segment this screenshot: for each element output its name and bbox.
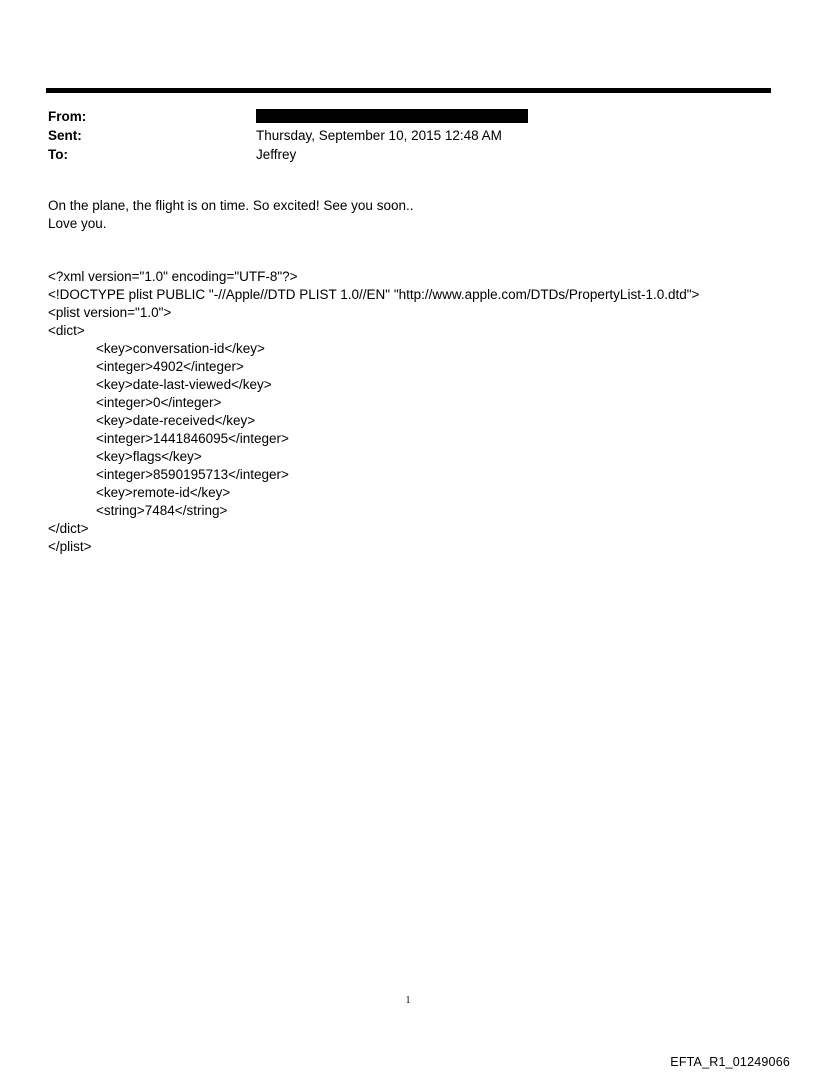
email-header <box>48 107 528 164</box>
redaction-bar <box>256 109 528 123</box>
sent-row <box>48 126 528 145</box>
from-label: From: <box>48 109 87 124</box>
to-row <box>48 145 528 164</box>
plist-line: <key>conversation-id</key> <box>96 341 265 356</box>
plist-line: <key>remote-id</key> <box>96 485 231 500</box>
to-value: Jeffrey <box>256 147 297 162</box>
message-body <box>48 197 413 233</box>
page-number: 1 <box>405 995 411 1006</box>
sent-label: Sent: <box>48 128 82 143</box>
plist-xml-block <box>48 268 699 556</box>
plist-line: <key>date-received</key> <box>96 413 256 428</box>
from-value <box>256 107 528 126</box>
plist-line: <integer>0</integer> <box>96 395 222 410</box>
message-line: Love you. <box>48 216 107 231</box>
sent-value: Thursday, September 10, 2015 12:48 AM <box>256 128 502 143</box>
plist-line: <plist version="1.0"> <box>48 305 172 320</box>
to-label: To: <box>48 147 68 162</box>
plist-line: <integer>4902</integer> <box>96 359 244 374</box>
from-row <box>48 107 528 126</box>
plist-line: <integer>8590195713</integer> <box>96 467 289 482</box>
header-divider <box>46 88 771 93</box>
plist-line: </dict> <box>48 521 89 536</box>
message-line: On the plane, the flight is on time. So excited! See you soon.. <box>48 198 414 213</box>
plist-line: <string>7484</string> <box>96 503 228 518</box>
plist-line: <key>flags</key> <box>96 449 202 464</box>
plist-line: <?xml version="1.0" encoding="UTF-8"?> <box>48 269 298 284</box>
plist-line: <key>date-last-viewed</key> <box>96 377 272 392</box>
plist-line: <!DOCTYPE plist PUBLIC "-//Apple//DTD PLIST 1.0//EN" "http://www.apple.com/DTDs/PropertyList-1.0.dtd"> <box>48 287 700 302</box>
bates-number: EFTA_R1_01249066 <box>670 1055 790 1069</box>
plist-line: <integer>1441846095</integer> <box>96 431 289 446</box>
plist-line: </plist> <box>48 539 92 554</box>
plist-line: <dict> <box>48 323 85 338</box>
